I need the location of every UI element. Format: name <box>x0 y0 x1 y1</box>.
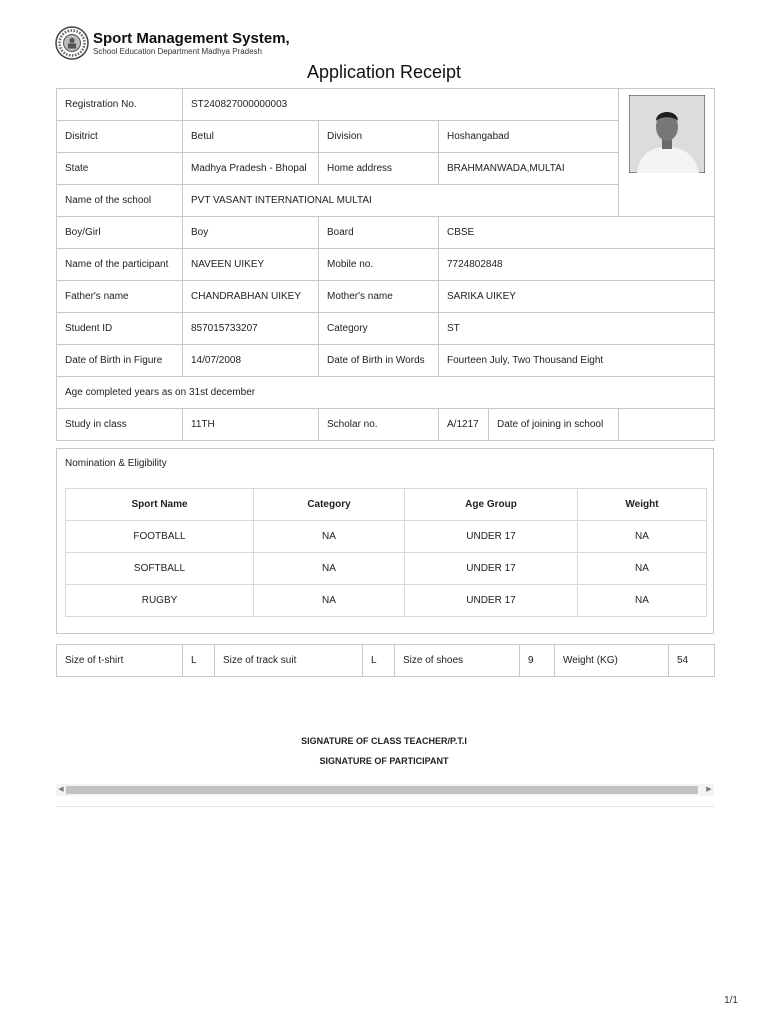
weight-cell: NA <box>578 585 707 617</box>
class-value: 11TH <box>183 409 319 441</box>
shoe-size-label: Size of shoes <box>395 645 520 677</box>
division-value: Hoshangabad <box>439 121 619 153</box>
category-value: ST <box>439 313 715 345</box>
photo-cell <box>619 89 715 217</box>
category-cell: NA <box>254 521 405 553</box>
dob-words-value: Fourteen July, Two Thousand Eight <box>439 345 715 377</box>
joining-date-label: Date of joining in school <box>489 409 619 441</box>
state-label: State <box>57 153 183 185</box>
sport-name-cell: SOFTBALL <box>66 553 254 585</box>
weight-cell: NA <box>578 521 707 553</box>
scholar-value: A/1217 <box>439 409 489 441</box>
student-id-value: 857015733207 <box>183 313 319 345</box>
category-cell: NA <box>254 585 405 617</box>
mother-name-value: SARIKA UIKEY <box>439 281 715 313</box>
age-group-cell: UNDER 17 <box>405 553 578 585</box>
brand-title: Sport Management System, <box>93 29 290 47</box>
header <box>55 24 290 62</box>
emblem-logo <box>55 26 89 60</box>
page-title: Application Receipt <box>306 62 462 82</box>
registration-value: ST240827000000003 <box>183 89 619 121</box>
school-value: PVT VASANT INTERNATIONAL MULTAI <box>183 185 619 217</box>
age-group-cell: UNDER 17 <box>405 521 578 553</box>
school-label: Name of the school <box>57 185 183 217</box>
table-row <box>66 553 707 585</box>
sport-name-cell: RUGBY <box>66 585 254 617</box>
column-header: Weight <box>578 489 707 521</box>
weight-label: Weight (KG) <box>555 645 669 677</box>
district-label: Disitrict <box>57 121 183 153</box>
weight-value: 54 <box>669 645 715 677</box>
scroll-left-icon[interactable]: ◀ <box>58 786 64 793</box>
brand-subtitle: School Education Department Madhya Pradesh <box>93 46 262 56</box>
table-row <box>66 585 707 617</box>
nomination-title: Nomination & Eligibility <box>65 458 167 469</box>
category-label: Category <box>319 313 439 345</box>
participant-name-label: Name of the participant <box>57 249 183 281</box>
age-completed-label: Age completed years as on 31st december <box>57 377 715 409</box>
address-label: Home address <box>319 153 439 185</box>
nomination-table <box>65 488 707 617</box>
father-name-value: CHANDRABHAN UIKEY <box>183 281 319 313</box>
mobile-value: 7724802848 <box>439 249 715 281</box>
divider <box>56 806 714 807</box>
gender-value: Boy <box>183 217 319 249</box>
table-row <box>66 521 707 553</box>
nomination-section <box>56 448 714 634</box>
participant-info-table <box>56 88 715 441</box>
registration-label: Registration No. <box>57 89 183 121</box>
participant-name-value: NAVEEN UIKEY <box>183 249 319 281</box>
participant-signature-label: SIGNATURE OF PARTICIPANT <box>319 756 449 766</box>
tshirt-size-value: L <box>183 645 215 677</box>
tshirt-size-label: Size of t-shirt <box>57 645 183 677</box>
scholar-label: Scholar no. <box>319 409 439 441</box>
shoe-size-value: 9 <box>520 645 555 677</box>
age-group-cell: UNDER 17 <box>405 585 578 617</box>
teacher-signature-label: SIGNATURE OF CLASS TEACHER/P.T.I <box>301 736 467 746</box>
mother-name-label: Mother's name <box>319 281 439 313</box>
sizes-table <box>56 644 715 677</box>
gender-label: Boy/Girl <box>57 217 183 249</box>
district-value: Betul <box>183 121 319 153</box>
division-label: Division <box>319 121 439 153</box>
dob-figure-value: 14/07/2008 <box>183 345 319 377</box>
board-label: Board <box>319 217 439 249</box>
scrollbar-thumb[interactable] <box>66 786 698 794</box>
student-id-label: Student ID <box>57 313 183 345</box>
page-number: 1/1 <box>724 995 738 1006</box>
mobile-label: Mobile no. <box>319 249 439 281</box>
dob-words-label: Date of Birth in Words <box>319 345 439 377</box>
column-header: Sport Name <box>66 489 254 521</box>
class-label: Study in class <box>57 409 183 441</box>
state-value: Madhya Pradesh - Bhopal <box>183 153 319 185</box>
sport-name-cell: FOOTBALL <box>66 521 254 553</box>
tracksuit-size-label: Size of track suit <box>215 645 363 677</box>
scroll-right-icon[interactable]: ▶ <box>706 786 712 793</box>
participant-photo <box>629 95 705 173</box>
weight-cell: NA <box>578 553 707 585</box>
category-cell: NA <box>254 553 405 585</box>
address-value: BRAHMANWADA,MULTAI <box>439 153 619 185</box>
tracksuit-size-value: L <box>363 645 395 677</box>
column-header: Age Group <box>405 489 578 521</box>
dob-figure-label: Date of Birth in Figure <box>57 345 183 377</box>
nomination-header-row <box>66 489 707 521</box>
horizontal-scrollbar[interactable] <box>56 784 714 796</box>
board-value: CBSE <box>439 217 715 249</box>
joining-date-value <box>619 409 715 441</box>
father-name-label: Father's name <box>57 281 183 313</box>
column-header: Category <box>254 489 405 521</box>
